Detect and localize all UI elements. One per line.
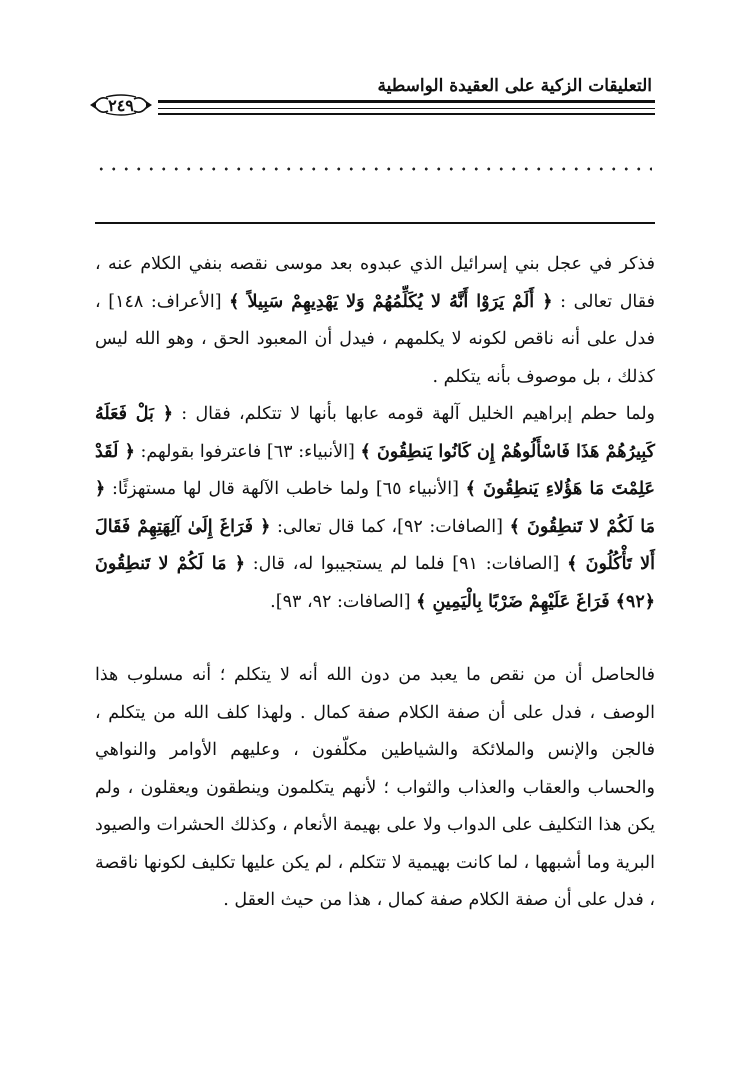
- text-run: [الأعراف: ١٤٨] ، فدل على أنه ناقص لكونه لا يكلمهم ، فيدل أن المعبود الحق ، وهو الله ليس كذلك ، بل موصوف بأنه يتكلم .: [95, 291, 655, 387]
- header-rule-lower: [158, 113, 655, 115]
- quran-verse: ﴿ بَلْ فَعَلَهُ كَبِيرُهُمْ هَذَا فَاسْأَلُوهُمْ إِن كَانُوا يَنطِقُونَ ﴾: [95, 404, 656, 462]
- section-divider: [95, 222, 655, 224]
- text-run: فذكر في عجل بني إسرائيل الذي عبدوه بعد موسى نقصه بنفي الكلام عنه ، فقال تعالى :: [95, 254, 655, 312]
- quran-verse: ﴿ لَقَدْ عَلِمْتَ مَا هَؤُلاءِ يَنطِقُونَ ﴾: [95, 441, 655, 499]
- citation: [الأنبياء: ٦٣] فاعترفوا بقولهم:: [134, 441, 361, 462]
- citation: [الأنبياء ٦٥] ولما خاطب الآلهة قال لها مستهزئًا:: [105, 479, 466, 499]
- text-run: ولما حطم إبراهيم الخليل آلهة قومه عابها بأنها لا تتكلم، فقال :: [172, 404, 655, 424]
- paragraph-1: [95, 246, 655, 396]
- paragraph-text: فالحاصل أن من نقص ما يعبد من دون الله أنه لا يتكلم ؛ أنه مسلوب هذا الوصف ، فدل على أن صفة الكلام صفة كمال . ولهذا كلف الله من يتكلم ، فالجن والإنس والملائكة والشياطين مكلّفون ، وعليهم الأوامر والنواهي والحساب والعقاب والعذاب والثواب ؛ لأنهم يتكلمون وينطقون ويعقلون ، ولم يكن هذا التكليف على الدواب ولا على بهيمة الأنعام ، وكذلك الحشرات والصيود البرية وما أشبهها ، لما كانت بهيمية لا تتكلم ، لم يكن عليها تكليف لكونها ناقصة ، فدل على أن صفة الكلام صفة كمال ، هذا من حيث العقل .: [95, 665, 655, 910]
- quran-verse: ﴿ فَرَاغَ إِلَىٰ آلِهَتِهِمْ فَقَالَ أَلا تَأْكُلُونَ ﴾: [95, 516, 655, 574]
- header-rule-thin: [158, 108, 655, 109]
- quran-verse: ﴿ مَا لَكُمْ لا تَنطِقُونَ ﴿٩٢﴾ فَرَاغَ عَلَيْهِمْ ضَرْبًا بِالْيَمِينِ ﴾: [95, 554, 655, 612]
- citation: [الصافات: ٩٢، ٩٣].: [270, 591, 417, 612]
- paragraph-2: [95, 396, 655, 621]
- citation: [الصافات: ٩١] فلما لم يستجيبوا له، قال:: [244, 554, 568, 574]
- quran-verse: ﴿ مَا لَكُمْ لا تَنطِقُونَ ﴾: [95, 479, 655, 537]
- running-header-title: التعليقات الزكية على العقيدة الواسطية: [377, 76, 652, 96]
- paragraph-3: [95, 657, 655, 920]
- quran-verse: ﴿ أَلَمْ يَرَوْا أَنَّهُ لا يُكَلِّمُهُمْ وَلا يَهْدِيهِمْ سَبِيلاً ﴾: [229, 291, 553, 312]
- ellipsis-dotted-line: [95, 165, 652, 173]
- header-rule-thick: [158, 100, 655, 103]
- page-number: ٢٤٩: [108, 95, 134, 115]
- citation: [الصافات: ٩٢]، كما قال تعالى:: [270, 516, 510, 537]
- page-number-badge: [88, 92, 154, 118]
